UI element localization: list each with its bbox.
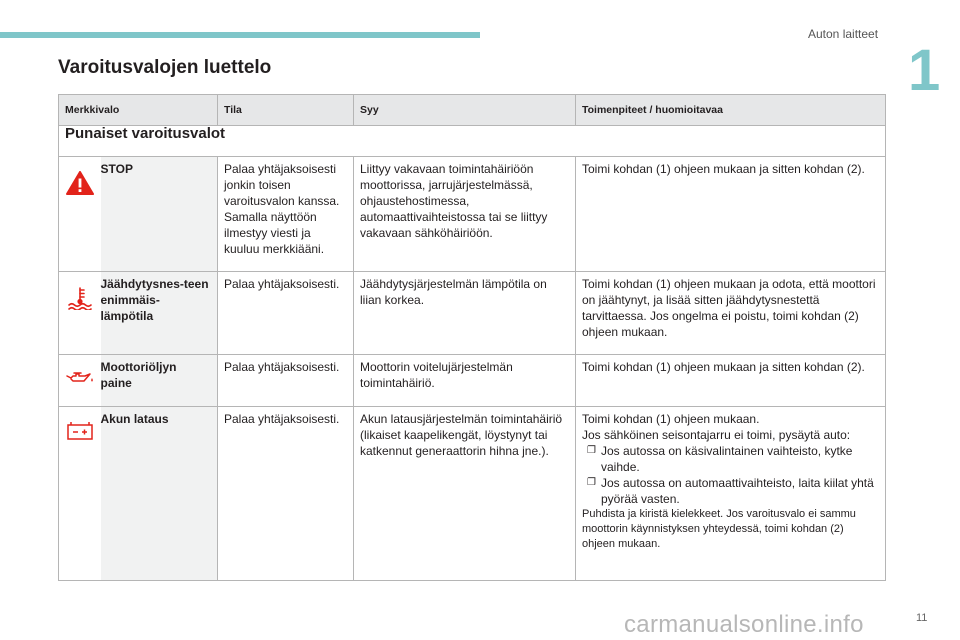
warning-lights-table [58, 94, 886, 581]
action-note: Puhdista ja kiristä kielekkeet. Jos varoitusvalo ei sammu moottorin käynnistyksen yhteydessä, toimi kohdan (2) ohjeen mukaan. [582, 508, 856, 550]
table-header-row [59, 95, 886, 126]
action-text: Toimi kohdan (1) ohjeen mukaan ja odota, että moottori on jäähtynyt, ja lisää sitten jäähdytysnestettä tarvittaessa. Jos ongelma ei poistu, toimi kohdan (2) ohjeen mukaan. [576, 272, 886, 355]
bullet-text: Jos autossa on käsivalintainen vaihteisto, kytke vaihde. [601, 444, 853, 474]
list-item [582, 475, 879, 507]
col-header-cause: Syy [354, 95, 576, 126]
state-text: Palaa yhtäjaksoisesti. [218, 355, 354, 407]
oil-pressure-icon [65, 369, 95, 387]
table-row [59, 355, 886, 407]
action-text: Toimi kohdan (1) ohjeen mukaan ja sitten kohdan (2). [576, 355, 886, 407]
table-row [59, 272, 886, 355]
page-number: 11 [916, 612, 928, 624]
category-label: Punaiset varoitusvalot [59, 126, 886, 157]
warning-name: STOP [101, 157, 218, 272]
col-header-warning-light: Merkkivalo [59, 95, 218, 126]
bullet-text: Jos autossa on automaattivaihteisto, laita kiilat yhtä pyörää vasten. [601, 476, 874, 506]
section-title: Auton laitteet [808, 27, 879, 41]
category-row [59, 126, 886, 157]
icon-cell [59, 157, 101, 272]
col-header-state: Tila [218, 95, 354, 126]
icon-cell [59, 272, 101, 355]
page-title: Varoitusvalojen luettelo [58, 57, 272, 78]
chapter-number: 1 [908, 38, 941, 103]
col-header-action: Toimenpiteet / huomioitavaa [576, 95, 886, 126]
action-intro: Toimi kohdan (1) ohjeen mukaan. [582, 412, 760, 426]
cause-text: Akun latausjärjestelmän toimintahäiriö (likaiset kaapelikengät, löystynyt tai katkennut generaattorin hihna jne.). [354, 407, 576, 581]
action-cell [576, 407, 886, 581]
action-condition: Jos sähköinen seisontajarru ei toimi, pysäytä auto: [582, 428, 851, 442]
watermark: carmanualsonline.info [624, 611, 864, 638]
state-text: Palaa yhtäjaksoisesti. [218, 272, 354, 355]
table-row [59, 157, 886, 272]
cause-text: Moottorin voitelujärjestelmän toimintahäiriö. [354, 355, 576, 407]
icon-cell [59, 407, 101, 581]
icon-cell [59, 355, 101, 407]
table-row [59, 407, 886, 581]
state-text: Palaa yhtäjaksoisesti. [218, 407, 354, 581]
warning-name: Jäähdytysnes-teen enimmäis-lämpötila [101, 272, 218, 355]
cause-text: Liittyy vakavaan toimintahäiriöön moottorissa, jarrujärjestelmässä, ohjaustehostimessa, automaattivaihteistossa tai se liittyy vakavaan sähköhäiriöön. [354, 157, 576, 272]
state-text: Palaa yhtäjaksoisesti jonkin toisen varoitusvalon kanssa. Samalla näyttöön ilmestyy viesti ja kuuluu merkkiääni. [218, 157, 354, 272]
stop-warning-triangle-icon [66, 171, 94, 195]
action-text: Toimi kohdan (1) ohjeen mukaan ja sitten kohdan (2). [576, 157, 886, 272]
cause-text: Jäähdytysjärjestelmän lämpötila on liian korkea. [354, 272, 576, 355]
warning-name: Moottoriöljyn paine [101, 355, 218, 407]
accent-bar [0, 32, 480, 38]
checkbox-bullet-icon: ❐ [587, 445, 596, 456]
battery-charge-icon [66, 421, 94, 441]
checkbox-bullet-icon: ❐ [587, 477, 596, 488]
warning-name: Akun lataus [101, 407, 218, 581]
list-item [582, 443, 879, 475]
coolant-temperature-icon [67, 286, 93, 310]
